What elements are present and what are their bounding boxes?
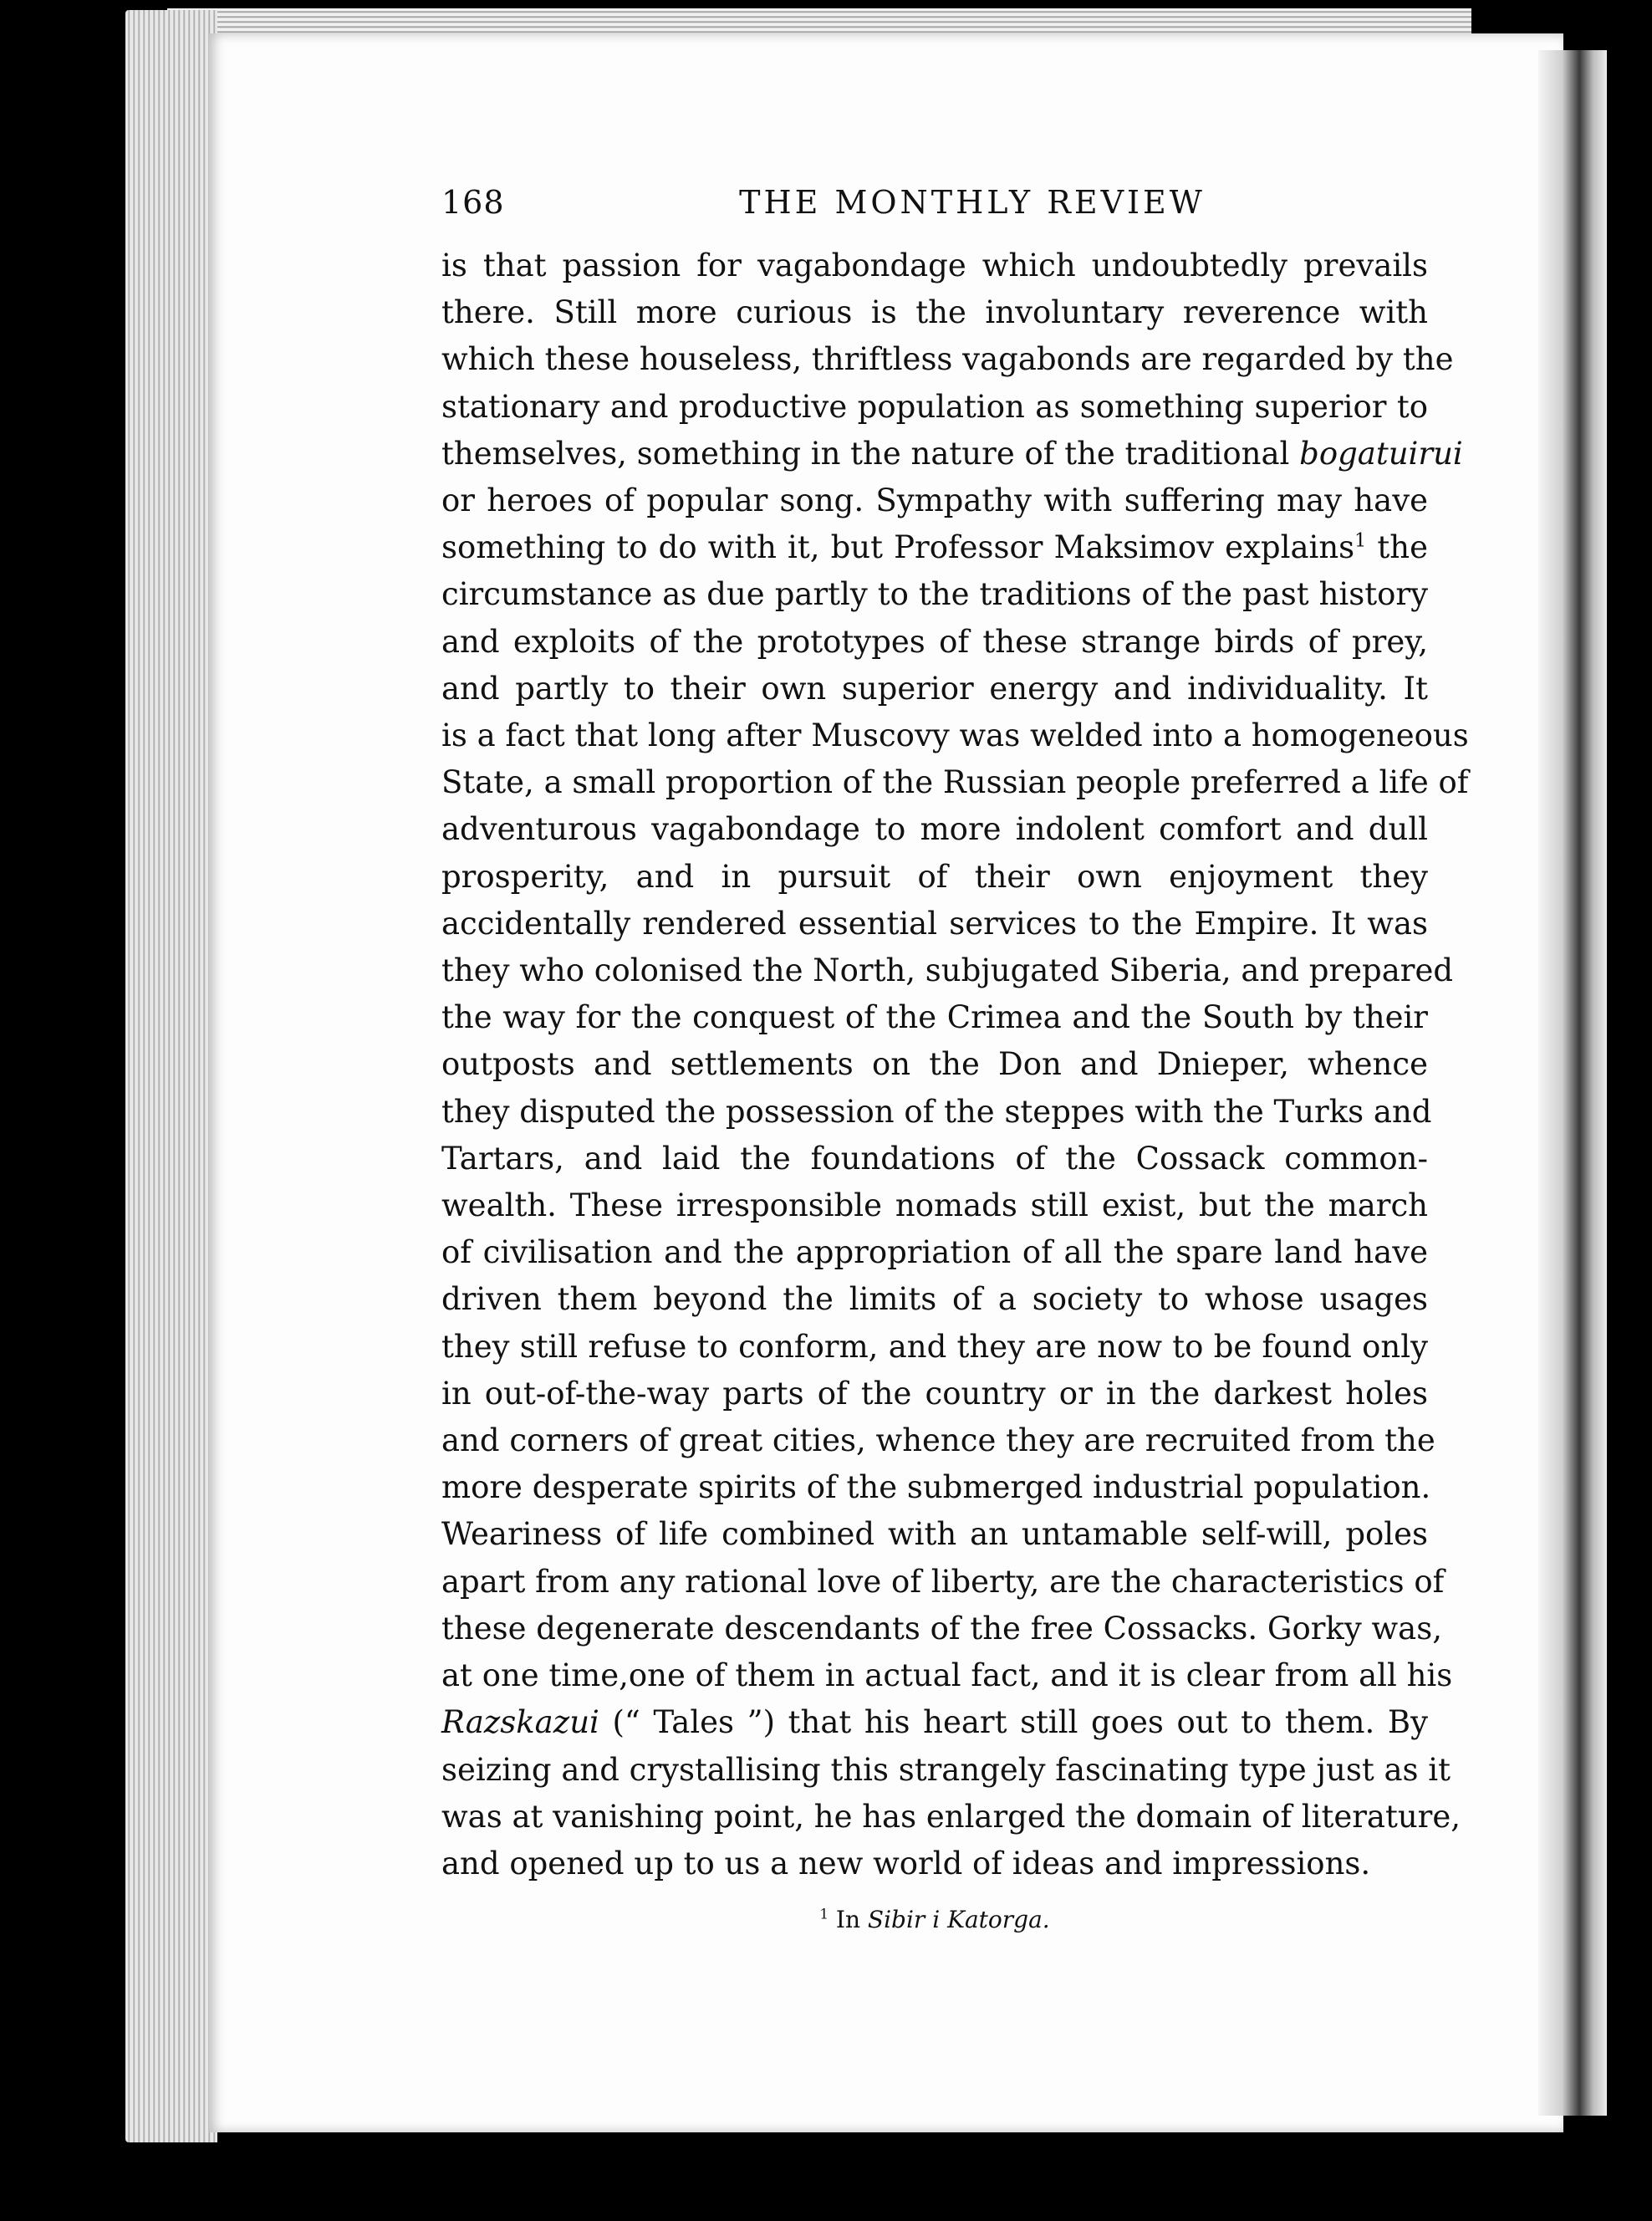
text-line <box>441 431 1463 477</box>
text-segment: something to do with it, but Professor Maksimov explains <box>441 529 1355 566</box>
text-segment: themselves, something in the nature of the traditional <box>441 435 1300 472</box>
text-line: and corners of great cities, whence they are recruited from the <box>441 1422 1435 1459</box>
text-line: apart from any rational love of liberty, are the characteristics of <box>441 1563 1445 1600</box>
text-line: stationary and productive population as something superior to <box>441 388 1428 425</box>
footnote <box>441 1906 1428 1933</box>
text-line: in out-of-the-way parts of the country or in the darkest holes <box>441 1375 1428 1412</box>
text-line: was at vanishing point, he has enlarged the domain of literature, <box>441 1798 1461 1835</box>
text-line <box>441 524 1428 571</box>
text-line: there. Still more curious is the involuntary reverence with <box>441 294 1428 331</box>
footnote-prefix: In <box>829 1906 868 1934</box>
italic-term: bogatuirui <box>1299 435 1463 472</box>
running-head <box>441 176 1428 234</box>
adjacent-page-edge <box>1538 50 1607 2116</box>
text-line: which these houseless, thriftless vagabonds are regarded by the <box>441 341 1454 378</box>
text-line: at one time,one of them in actual fact, and it is clear from all his <box>441 1657 1453 1694</box>
text-line: more desperate spirits of the submerged industrial population. <box>441 1469 1431 1506</box>
text-line: is a fact that long after Muscovy was welded into a homogeneous <box>441 717 1469 754</box>
text-line: they who colonised the North, subjugated Siberia, and prepared <box>441 952 1454 989</box>
text-line: Tartars, and laid the foundations of the Cossack common- <box>441 1140 1428 1177</box>
page-number: 168 <box>441 184 505 221</box>
text-line: they disputed the possession of the steppes with the Turks and <box>441 1093 1432 1130</box>
footnote-marker: 1 <box>819 1905 829 1922</box>
text-line: seizing and crystallising this strangely fascinating type just as it <box>441 1751 1451 1788</box>
text-line: State, a small proportion of the Russian people preferred a life of <box>441 764 1469 801</box>
page-text-block <box>441 176 1469 1934</box>
text-line: adventurous vagabondage to more indolent comfort and dull <box>441 811 1428 848</box>
text-line: driven them beyond the limits of a society to whose usages <box>441 1281 1428 1318</box>
text-line: and partly to their own superior energy and individuality. It <box>441 670 1428 707</box>
text-line: these degenerate descendants of the free Cossacks. Gorky was, <box>441 1610 1442 1647</box>
text-line: and opened up to us a new world of ideas and impressions. <box>441 1845 1371 1881</box>
text-line: and exploits of the prototypes of these strange birds of prey, <box>441 623 1428 660</box>
article-body <box>441 243 1469 1887</box>
text-line <box>441 1699 1428 1746</box>
journal-title: THE MONTHLY REVIEW <box>739 184 1206 221</box>
footnote-reference: 1 <box>1354 529 1367 552</box>
text-line: accidentally rendered essential services to the Empire. It was <box>441 905 1428 942</box>
text-line: prosperity, and in pursuit of their own enjoyment they <box>441 858 1428 895</box>
italic-term: Razskazui <box>441 1704 599 1741</box>
text-line: Weariness of life combined with an untamable self-will, poles <box>441 1516 1428 1553</box>
text-line: the way for the conquest of the Crimea and the South by their <box>441 999 1428 1036</box>
text-line: they still refuse to conform, and they are now to be found only <box>441 1328 1428 1365</box>
text-line: is that passion for vagabondage which undoubtedly prevails <box>441 248 1428 283</box>
text-line: circumstance as due partly to the traditions of the past history <box>441 576 1428 613</box>
text-line: of civilisation and the appropriation of all the spare land have <box>441 1234 1428 1271</box>
text-line: or heroes of popular song. Sympathy with suffering may have <box>441 482 1428 519</box>
text-segment: (“ Tales ”) that his heart still goes out to them. By <box>599 1704 1428 1741</box>
footnote-title: Sibir i Katorga. <box>867 1906 1050 1934</box>
book-side-edge <box>125 10 217 2142</box>
text-segment: the <box>1366 529 1429 566</box>
text-line: wealth. These irresponsible nomads still exist, but the march <box>441 1187 1428 1224</box>
text-line: outposts and settlements on the Don and Dnieper, whence <box>441 1046 1428 1083</box>
